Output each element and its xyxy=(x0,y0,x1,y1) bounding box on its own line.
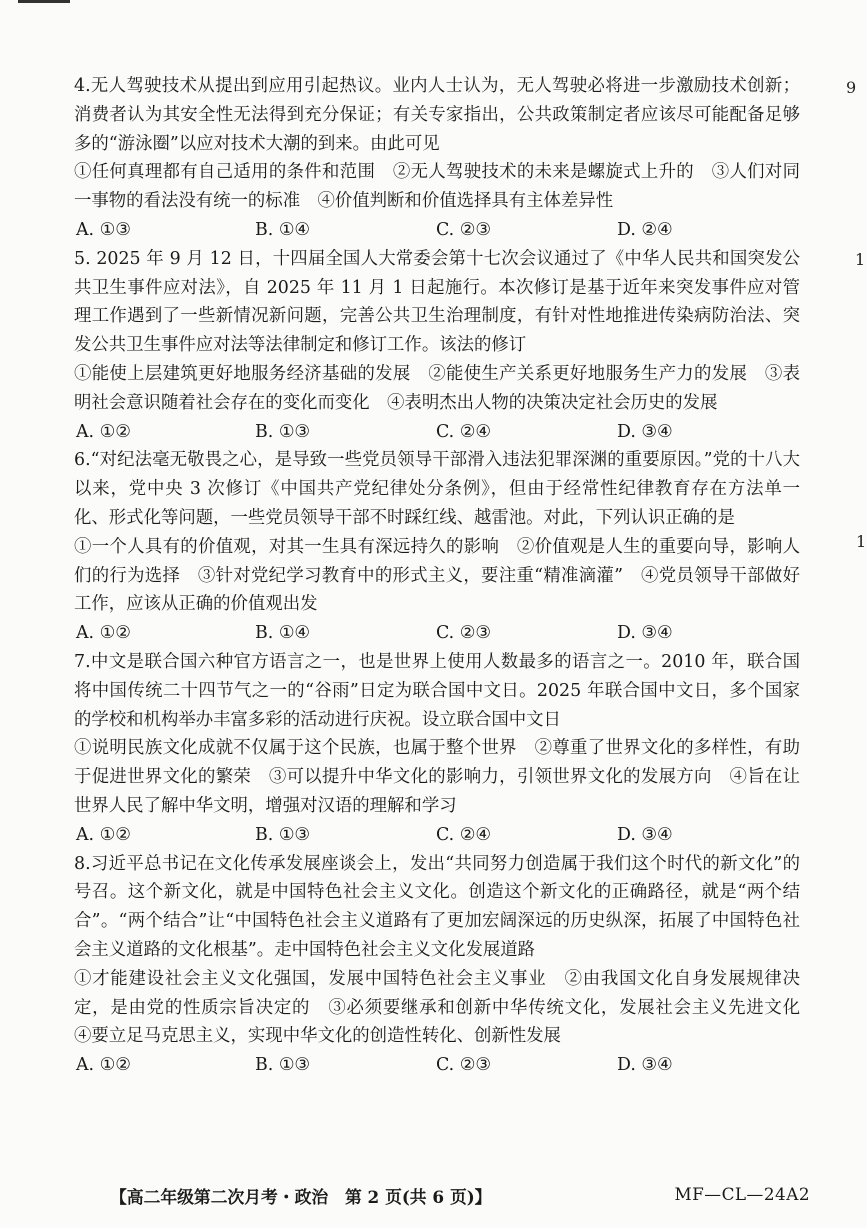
option-b: B. ①④ xyxy=(255,219,311,240)
option-d: D. ②④ xyxy=(617,219,673,240)
option-b: B. ①③ xyxy=(255,1055,311,1076)
question-statements: ①才能建设社会主义文化强国，发展中国特色社会主义事业 ②由我国文化自身发展规律决定，是由党的性质宗旨决定的 ③必须要继承和创新中华传统文化，发展社会主义先进文化 ④要立足马克思主义，实现中华文化的创造性转化、创新性发展 xyxy=(74,968,818,1047)
question-statements: ①任何真理都有自己适用的条件和范围 ②无人驾驶技术的未来是螺旋式上升的 ③人们对同一事物的看法没有统一的标准 ④价值判断和价值选择具有主体差异性 xyxy=(74,162,800,212)
option-c: C. ②③ xyxy=(436,1055,491,1076)
question-stem: 5. 2025 年 9 月 12 日，十四届全国人大常委会第十七次会议通过了《中华人民共和国突发公共卫生事件应对法》，自 2025 年 11 月 1 日起施行。本次修订是基于近年来突发事件应对管理工作遇到了一些新情况新问题，完善公共卫生治理制度，有针对性地推进传染病防治法、突发公共卫生事件应对法等法律制定和修订工作。该法的修订 xyxy=(74,248,800,356)
option-a: A. ①② xyxy=(76,1055,131,1076)
question-stem: 4.无人驾驶技术从提出到应用引起热议。业内人士认为，无人驾驶必将进一步激励技术创新；消费者认为其安全性无法得到充分保证；有关专家指出，公共政策制定者应该尽可能配备足够多的“游泳圈”以应对技术大潮的到来。由此可见 xyxy=(74,76,800,154)
answer-options xyxy=(74,1051,800,1080)
option-c: C. ②④ xyxy=(436,824,491,845)
option-d: D. ③④ xyxy=(617,623,673,644)
option-c: C. ②④ xyxy=(436,421,491,442)
question-statements: ①一个人具有的价值观，对其一生具有深远持久的影响 ②价值观是人生的重要向导，影响人们的行为选择 ③针对党纪学习教育中的形式主义，要注重“精准滴灌” ④党员领导干部做好工作，应该从正确的价值观出发 xyxy=(74,536,800,615)
option-a: A. ①③ xyxy=(76,219,131,240)
question-8 xyxy=(74,850,818,1080)
question-statements: ①能使上层建筑更好地服务经济基础的发展 ②能使生产关系更好地服务生产力的发展 ③表明社会意识随着社会存在的变化而变化 ④表明杰出人物的决策决定社会历史的发展 xyxy=(74,363,800,413)
footer-code: MF—CL—24A2 xyxy=(674,1184,810,1204)
option-a: A. ①② xyxy=(76,421,131,442)
question-statements: ①说明民族文化成就不仅属于这个民族，也属于整个世界 ②尊重了世界文化的多样性，有助于促进世界文化的繁荣 ③可以提升中华文化的影响力，引领世界文化的发展方向 ④旨在让世界人民了解中华文明，增强对汉语的理解和学习 xyxy=(74,738,800,816)
question-5 xyxy=(74,245,800,447)
margin-mark: 1 xyxy=(856,532,867,551)
option-b: B. ①④ xyxy=(255,623,311,644)
answer-options xyxy=(74,619,800,648)
option-c: C. ②③ xyxy=(436,219,491,240)
answer-options xyxy=(74,216,800,245)
question-stem: 7.中文是联合国六种官方语言之一，也是世界上使用人数最多的语言之一。2010 年，联合国将中国传统二十四节气之一的“谷雨”日定为联合国中文日。2025 年联合国中文日，多个国家的学校和机构举办丰富多彩的活动进行庆祝。设立联合国中文日 xyxy=(74,651,800,730)
question-4 xyxy=(74,72,800,245)
page-footer xyxy=(110,1184,810,1208)
margin-mark: 9 xyxy=(846,78,857,97)
answer-options xyxy=(74,418,800,447)
question-6 xyxy=(74,446,800,648)
margin-mark: 1 xyxy=(855,250,866,269)
option-d: D. ③④ xyxy=(617,824,673,845)
option-a: A. ①② xyxy=(76,824,131,845)
footer-title: 【高二年级第二次月考・政治 第 2 页(共 6 页)】 xyxy=(110,1187,492,1207)
option-c: C. ②③ xyxy=(436,623,491,644)
answer-options xyxy=(74,821,800,850)
top-rule xyxy=(18,0,70,3)
option-b: B. ①③ xyxy=(255,421,311,442)
question-stem: 8.习近平总书记在文化传承发展座谈会上，发出“共同努力创造属于我们这个时代的新文化”的号召。这个新文化，就是中国特色社会主义文化。创造这个新文化的正确路径，就是“两个结合”。“两个结合”让“中国特色社会主义道路有了更加宏阔深远的历史纵深，拓展了中国特色社会主义道路的文化根基”。走中国特色社会主义文化发展道路 xyxy=(74,853,800,960)
exam-page xyxy=(74,72,818,1080)
question-7 xyxy=(74,648,800,850)
option-d: D. ③④ xyxy=(617,1055,673,1076)
option-d: D. ③④ xyxy=(617,421,673,442)
question-stem: 6.“对纪法毫无敬畏之心，是导致一些党员领导干部滑入违法犯罪深渊的重要原因。”党的十八大以来，党中央 3 次修订《中国共产党纪律处分条例》，但由于经常性纪律教育存在方法单一化、形式化等问题，一些党员领导干部不时踩红线、越雷池。对此，下列认识正确的是 xyxy=(74,450,800,528)
option-b: B. ①③ xyxy=(255,824,311,845)
option-a: A. ①② xyxy=(76,623,131,644)
